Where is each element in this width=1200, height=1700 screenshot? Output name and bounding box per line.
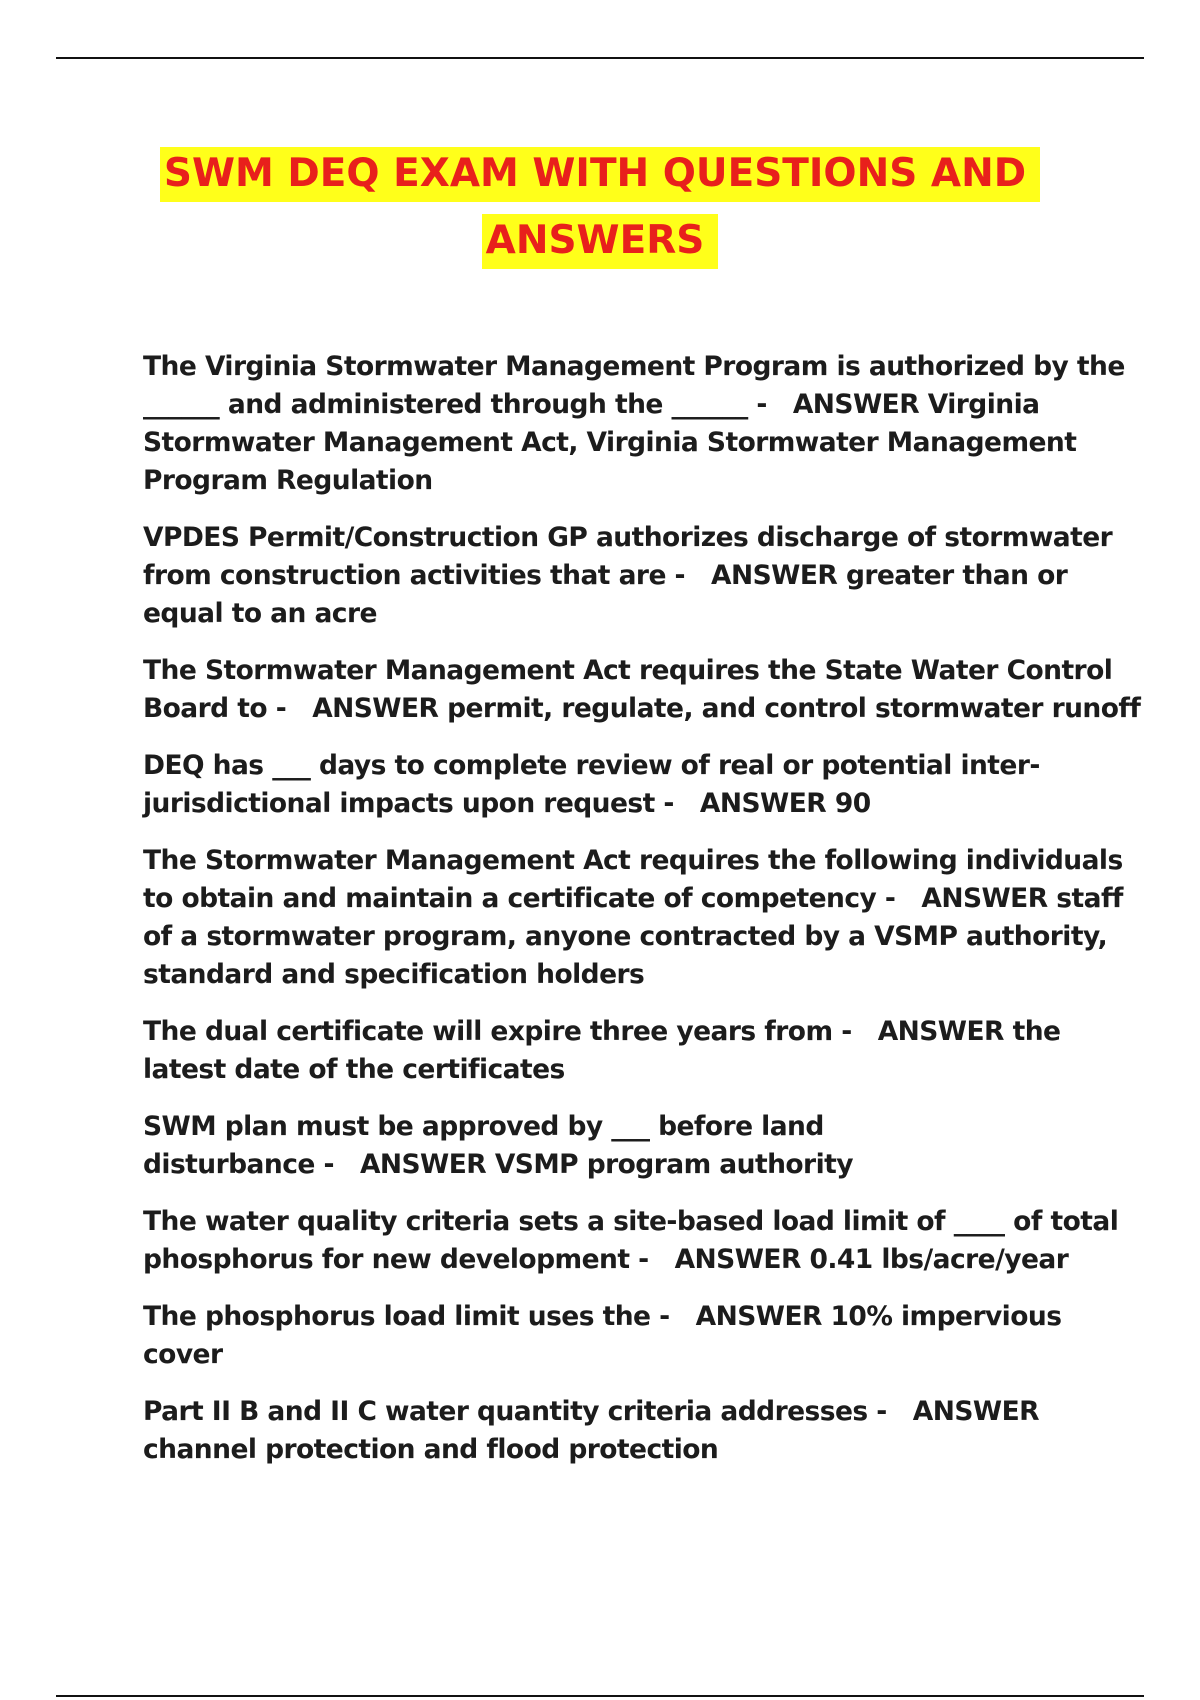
qa-list <box>143 348 1143 1488</box>
bottom-rule <box>56 1695 1144 1697</box>
separator: - <box>832 1016 878 1047</box>
top-rule <box>56 57 1144 59</box>
answer-text: permit, regulate, and control stormwater runoff <box>447 693 1141 724</box>
separator: - <box>867 1396 913 1427</box>
answer-label: ANSWER <box>695 1301 822 1332</box>
separator: - <box>650 1301 696 1332</box>
answer-text: 10% impervious cover <box>143 1301 1071 1370</box>
question-text: SWM plan must be approved by ___ before land disturbance <box>143 1111 833 1180</box>
separator: - <box>267 693 313 724</box>
qa-item <box>143 348 1143 500</box>
separator: - <box>876 883 922 914</box>
answer-text: the latest date of the certificates <box>143 1016 1070 1085</box>
answer-text: VSMP program authority <box>494 1149 853 1180</box>
answer-label: ANSWER <box>699 788 827 819</box>
question-text: The dual certificate will expire three years from <box>143 1016 833 1047</box>
title-line-1: SWM DEQ EXAM WITH QUESTIONS AND <box>160 147 1040 202</box>
document-title <box>0 140 1200 274</box>
qa-item <box>143 747 1143 823</box>
qa-item <box>143 652 1143 728</box>
separator: - <box>665 560 712 591</box>
answer-label: ANSWER <box>312 693 439 724</box>
answer-label: ANSWER <box>877 1016 1004 1047</box>
question-text: The Virginia Stormwater Management Program is authorized by the ______ and administered through the ______ <box>143 351 1134 420</box>
question-text: The phosphorus load limit uses the <box>143 1301 651 1332</box>
answer-label: ANSWER <box>359 1149 487 1180</box>
question-text: The Stormwater Management Act requires the State Water Control Board to <box>143 655 1121 724</box>
qa-item <box>143 842 1143 994</box>
answer-label: ANSWER <box>674 1244 801 1275</box>
qa-item <box>143 1013 1143 1089</box>
question-text: Part II B and II C water quantity criteria addresses <box>143 1396 868 1427</box>
answer-label: ANSWER <box>792 389 920 420</box>
qa-item <box>143 1108 1143 1184</box>
separator: - <box>314 1149 360 1180</box>
answer-text: staff of a stormwater program, anyone contracted by a VSMP authority, standard and specification holders <box>143 883 1132 990</box>
qa-item <box>143 1298 1143 1374</box>
question-text: DEQ has ___ days to complete review of real or potential inter-jurisdictional impacts upon request <box>143 750 1040 819</box>
qa-item <box>143 1203 1143 1279</box>
qa-item <box>143 519 1143 633</box>
title-line-2: ANSWERS <box>482 214 719 269</box>
separator: - <box>747 389 793 420</box>
separator: - <box>629 1244 675 1275</box>
question-text: The water quality criteria sets a site-based load limit of ____ of total phosphorus for new development <box>143 1206 1127 1275</box>
answer-text: 0.41 lbs/acre/year <box>809 1244 1069 1275</box>
answer-label: ANSWER <box>711 560 838 591</box>
separator: - <box>654 788 700 819</box>
question-text: VPDES Permit/Construction GP authorizes discharge of stormwater from construction activities that are <box>143 522 1121 591</box>
answer-label: ANSWER <box>912 1396 1039 1427</box>
answer-text: 90 <box>834 788 871 819</box>
answer-label: ANSWER <box>921 883 1048 914</box>
answer-text: greater than or equal to an acre <box>143 560 1076 629</box>
qa-item <box>143 1393 1143 1469</box>
answer-text: channel protection and flood protection <box>143 1434 719 1465</box>
answer-text: Virginia Stormwater Management Act, Virginia Stormwater Management Program Regulation <box>143 389 1086 496</box>
question-text: The Stormwater Management Act requires the following individuals to obtain and maintain a certificate of competency <box>143 845 1132 914</box>
